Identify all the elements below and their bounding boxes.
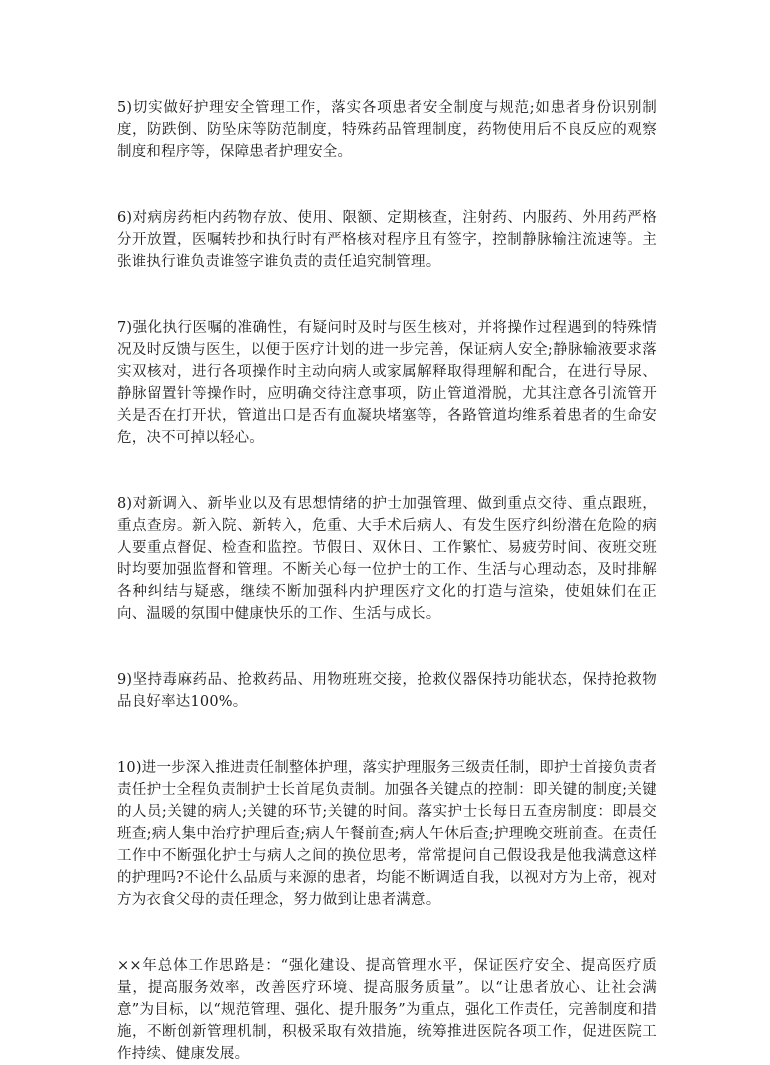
paragraph-8: 8)对新调入、新毕业以及有思想情绪的护士加强管理、做到重点交待、重点跟班，重点查房。新入院、新转入，危重、大手术后病人、有发生医疗纠纷潜在危险的病人要重点督促、检查和监控。节假日、双休日、工作繁忙、易疲劳时间、夜班交班时均要加强监督和管理。不断关心每一位护士的工作、生活与心理动态，及时排解各种纠结与疑惑，继续不断加强科内护理医疗文化的打造与渲染，使姐妹们在正向、温暖的氛围中健康快乐的工作、生活与成长。: [117, 496, 657, 622]
paragraph-9: 9)坚持毒麻药品、抢救药品、用物班班交接，抢救仪器保持功能状态，保持抢救物品良好率达100%。: [117, 672, 657, 710]
paragraph-6: 6)对病房药柜内药物存放、使用、限额、定期核查，注射药、内服药、外用药严格分开放置，医嘱转抄和执行时有严格核对程序且有签字，控制静脉输注流速等。主张谁执行谁负责谁签字谁负责的责任追究制管理。: [117, 210, 657, 270]
document-body: [117, 97, 657, 1065]
paragraph-gap: [117, 625, 657, 669]
paragraph-7: 7)强化执行医嘱的准确性，有疑问时及时与医生核对，并将操作过程遇到的特殊情况及时反馈与医生，以便于医疗计划的进一步完善，保证病人安全;静脉输液要求落实双核对，进行各项操作时主动向病人或家属解释取得理解和配合，在进行导尿、静脉留置针等操作时，应明确交待注意事项，防止管道滑脱，尤其注意各引流管开关是否在打开状，管道出口是否有血凝块堵塞等，各路管道均维系着患者的生命安危，决不可掉以轻心。: [117, 320, 657, 446]
paragraph-10: 10)进一步深入推进责任制整体护理，落实护理服务三级责任制，即护士首接负责者责任护士全程负责制护士长首尾负责制。加强各关键点的控制：即关键的制度;关键的人员;关键的病人;关键的环节;关键的时间。落实护士长每日五查房制度：即晨交班查;病人集中治疗护理后查;病人午餐前查;病人午休后查;护理晚交班前查。在责任工作中不断强化护士与病人之间的换位思考，常常提问自己假设我是他我满意这样的护理吗?不论什么品质与来源的患者，均能不断调适自我，以视对方为上帝，视对方为衣食父母的责任理念，努力做到让患者满意。: [117, 760, 657, 908]
paragraph-gap: [117, 449, 657, 493]
paragraph-gap: [117, 713, 657, 757]
paragraph-gap: [117, 911, 657, 955]
paragraph-summary: ××年总体工作思路是：“强化建设、提高管理水平，保证医疗安全、提高医疗质量，提高服务效率，改善医疗环境、提高服务质量”。以“让患者放心、让社会满意”为目标，以“规范管理、强化、提升服务”为重点，强化工作责任，完善制度和措施，不断创新管理机制，积极采取有效措施，统筹推进医院各项工作，促进医院工作持续、健康发展。: [117, 958, 657, 1062]
paragraph-gap: [117, 163, 657, 207]
paragraph-gap: [117, 273, 657, 317]
paragraph-5: 5)切实做好护理安全管理工作，落实各项患者安全制度与规范;如患者身份识别制度，防跌倒、防坠床等防范制度，特殊药品管理制度，药物使用后不良反应的观察制度和程序等，保障患者护理安全。: [117, 100, 657, 160]
